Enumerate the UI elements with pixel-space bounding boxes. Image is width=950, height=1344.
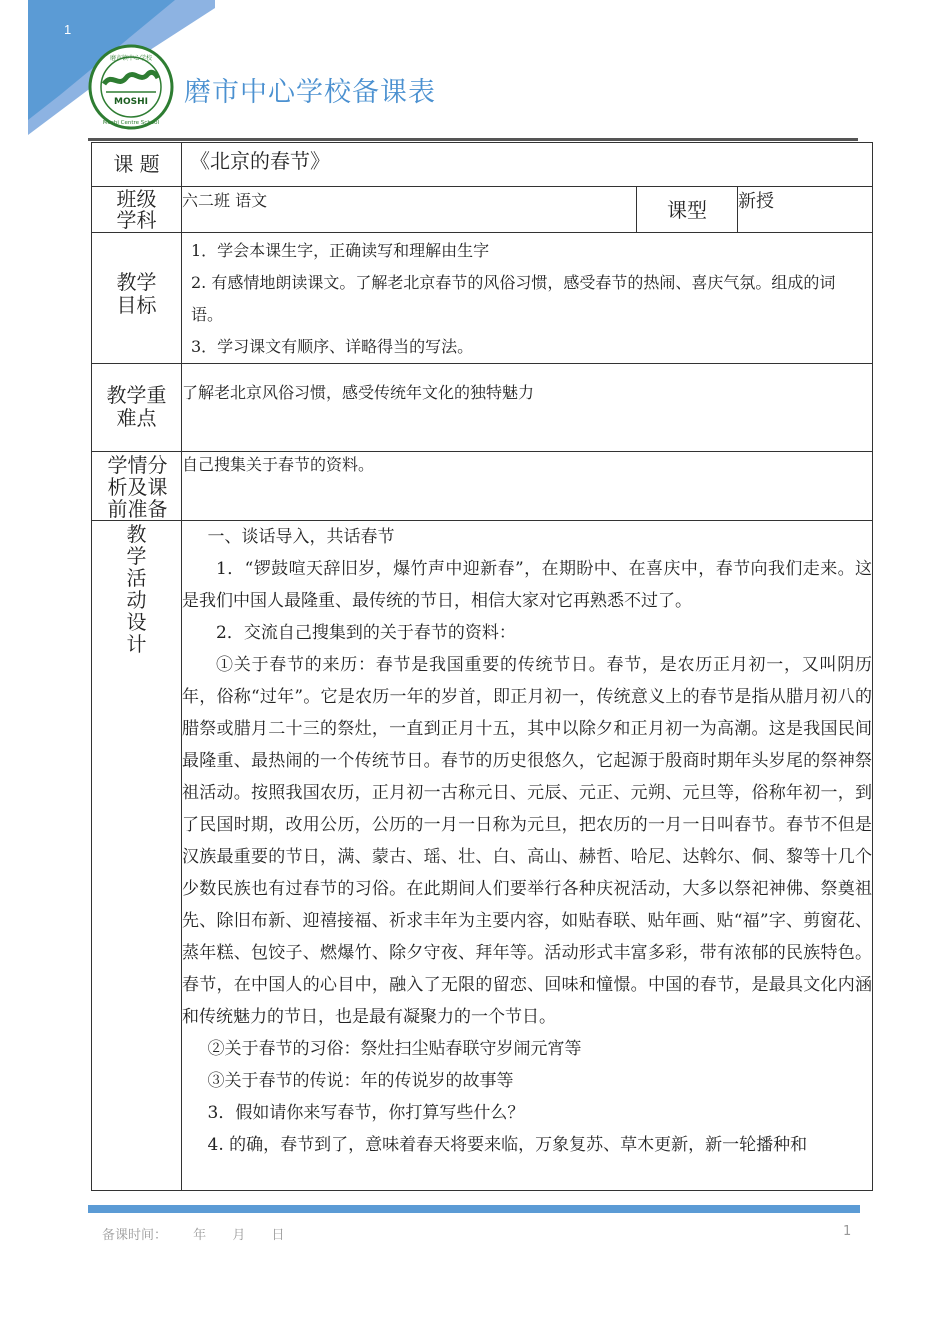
prep-label: 学情分析及课前准备 (92, 452, 182, 521)
row-key-points (92, 364, 873, 452)
activity-paragraph: 1．“锣鼓喧天辞旧岁，爆竹声中迎新春”，在期盼中、在喜庆中，春节向我们走来。这是我们中国人最隆重、最传统的节日，相信大家对它再熟悉不过了。 (182, 559, 873, 611)
activity-paragraph: 3．假如请你来写春节，你打算写些什么？ (207, 1103, 525, 1123)
row-activity (92, 521, 873, 1191)
prep-time-day: 日 (271, 1228, 285, 1243)
school-logo (88, 44, 174, 130)
footer-bar (88, 1205, 860, 1213)
row-class (92, 187, 873, 233)
row-prep (92, 452, 873, 521)
header-rule (88, 138, 858, 141)
activity-paragraph: 4. 的确，春节到了，意味着春天将要来临，万象复苏、草木更新，新一轮播种和 (207, 1135, 808, 1155)
activity-content (182, 521, 873, 1191)
activity-paragraph: 2．交流自己搜集到的关于春节的资料： (216, 623, 516, 643)
activity-paragraph: 一、谈话导入，共话春节 (207, 527, 395, 547)
topic-label: 课 题 (92, 143, 182, 187)
key-points-value: 了解老北京风俗习惯，感受传统年文化的独特魅力 (182, 364, 873, 452)
class-value: 六二班 语文 (182, 187, 637, 233)
lesson-plan-table (91, 142, 873, 1191)
goals-cell (182, 233, 873, 364)
logo-text-bottom: Moshi Centre School (102, 120, 160, 126)
row-goals (92, 233, 873, 364)
prep-time-month: 月 (232, 1228, 246, 1243)
goals-label: 教学目标 (92, 233, 182, 364)
school-title: 磨市中心学校备课表 (184, 77, 436, 108)
logo-text-top: 磨市镇中心学校 (109, 55, 153, 62)
row-topic (92, 143, 873, 187)
prep-value: 自己搜集关于春节的资料。 (182, 452, 873, 521)
footer-page-number: 1 (843, 1224, 852, 1239)
goal-item: 2. 有感情地朗读课文。了解老北京春节的风俗习惯，感受春节的热闹、喜庆气氛。组成的词语。 (191, 273, 836, 324)
class-label: 班级学科 (92, 187, 182, 233)
goal-item: 3．学习课文有顺序、详略得当的写法。 (191, 337, 474, 356)
activity-paragraph: ②关于春节的习俗：祭灶扫尘贴春联守岁闹元宵等 (207, 1039, 582, 1059)
type-label: 课型 (637, 187, 738, 233)
footer-prep-time (102, 1224, 306, 1243)
activity-label: 教学活动设计 (126, 522, 147, 656)
prep-time-label: 备课时间： (102, 1228, 168, 1243)
type-value: 新授 (738, 187, 873, 233)
activity-paragraph: ①关于春节的来历：春节是我国重要的传统节日。春节，是农历正月初一，又叫阴历年，俗称“过年”。它是农历一年的岁首，即正月初一，传统意义上的春节是指从腊月初八的腊祭或腊月二十三的祭灶，一直到正月十五，其中以除夕和正月初一为高潮。这是我国民间最隆重、最热闹的一个传统节日。春节的历史很悠久，它起源于殷商时期年头岁尾的祭神祭祖活动。按照我国农历，正月初一古称元日、元辰、元正、元朔、元旦等，俗称年初一，到了民国时期，改用公历，公历的一月一日称为元旦，把农历的一月一日叫春节。春节不但是汉族最重要的节日，满、蒙古、瑶、壮、白、高山、赫哲、哈尼、达斡尔、侗、黎等十几个少数民族也有过春节的习俗。在此期间人们要举行各种庆祝活动，大多以祭祀神佛、祭奠祖先、除旧布新、迎禧接福、祈求丰年为主要内容，如贴春联、贴年画、贴“福”字、剪窗花、蒸年糕、包饺子、燃爆竹、除夕守夜、拜年等。活动形式丰富多彩，带有浓郁的民族特色。春节，在中国人的心目中，融入了无限的留恋、回味和憧憬。中国的春节，是最具文化内涵和传统魅力的节日，也是最有凝聚力的一个节日。 (182, 655, 873, 1027)
prep-time-year: 年 (193, 1228, 207, 1243)
page-number-top: 1 (64, 22, 72, 37)
activity-paragraph: ③关于春节的传说：年的传说岁的故事等 (207, 1071, 514, 1091)
goal-item: 1．学会本课生字，正确读写和理解由生字 (191, 241, 490, 260)
activity-label-cell (92, 521, 182, 1191)
key-points-label: 教学重难点 (92, 364, 182, 452)
logo-text-mid: MOSHI (114, 97, 148, 107)
topic-value: 《北京的春节》 (182, 143, 873, 187)
